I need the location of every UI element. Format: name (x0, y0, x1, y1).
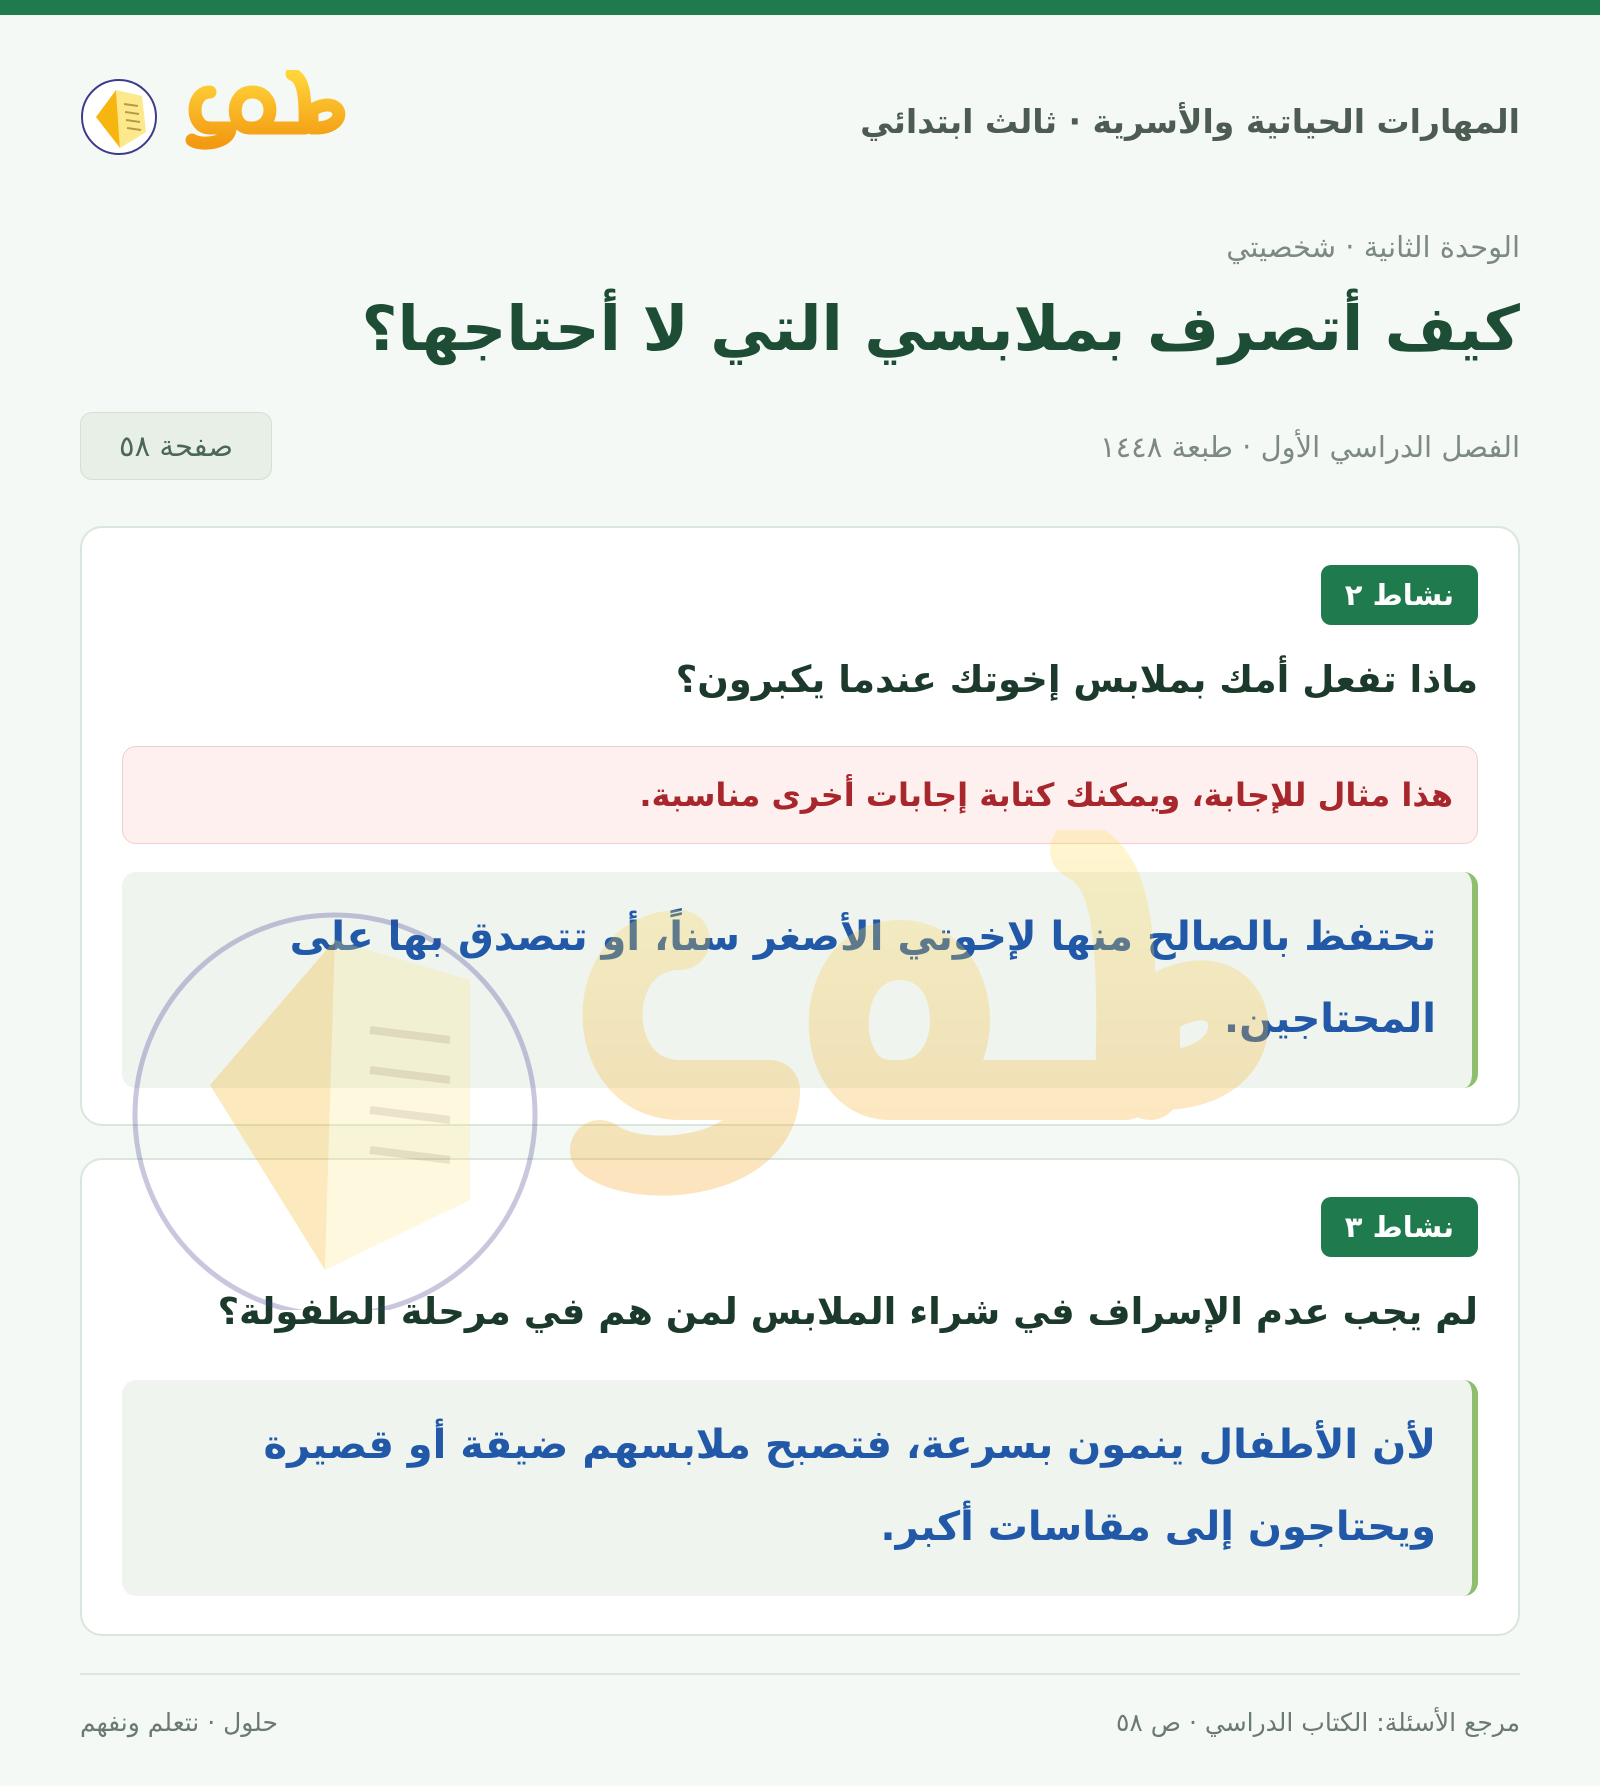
footer-brand: حلول · نتعلم ونفهم (80, 1708, 278, 1737)
activity-badge: نشاط ٢ (1321, 565, 1478, 625)
top-accent-bar (0, 0, 1600, 15)
page-number-badge: صفحة ٥٨ (80, 412, 272, 480)
activity-card-2 (80, 526, 1520, 1126)
footer-reference: مرجع الأسئلة: الكتاب الدراسي · ص ٥٨ (1115, 1708, 1520, 1737)
unit-subtitle: الوحدة الثانية · شخصيتي (1226, 230, 1520, 264)
page-header (80, 70, 1520, 180)
book-logo-icon (80, 70, 370, 180)
brand-logo (80, 70, 370, 180)
activity-question: لم يجب عدم الإسراف في شراء الملابس لمن هم في مرحلة الطفولة؟ (217, 1290, 1478, 1333)
lesson-title: كيف أتصرف بملابسي التي لا أحتاجها؟ (361, 292, 1520, 365)
footer-divider (80, 1673, 1520, 1675)
term-edition: الفصل الدراسي الأول · طبعة ١٤٤٨ (1100, 430, 1520, 464)
activity-card-3 (80, 1158, 1520, 1636)
answer-note: هذا مثال للإجابة، ويمكنك كتابة إجابات أخرى مناسبة. (122, 746, 1478, 844)
subject-title: المهارات الحياتية والأسرية · ثالث ابتدائي (860, 102, 1520, 141)
activity-question: ماذا تفعل أمك بملابس إخوتك عندما يكبرون؟ (675, 658, 1478, 701)
activity-answer: تحتفظ بالصالح منها لإخوتي الأصغر سناً، أو تتصدق بها على المحتاجين. (122, 872, 1478, 1088)
activity-badge: نشاط ٣ (1321, 1197, 1478, 1257)
activity-answer: لأن الأطفال ينمون بسرعة، فتصبح ملابسهم ضيقة أو قصيرة ويحتاجون إلى مقاسات أكبر. (122, 1380, 1478, 1596)
